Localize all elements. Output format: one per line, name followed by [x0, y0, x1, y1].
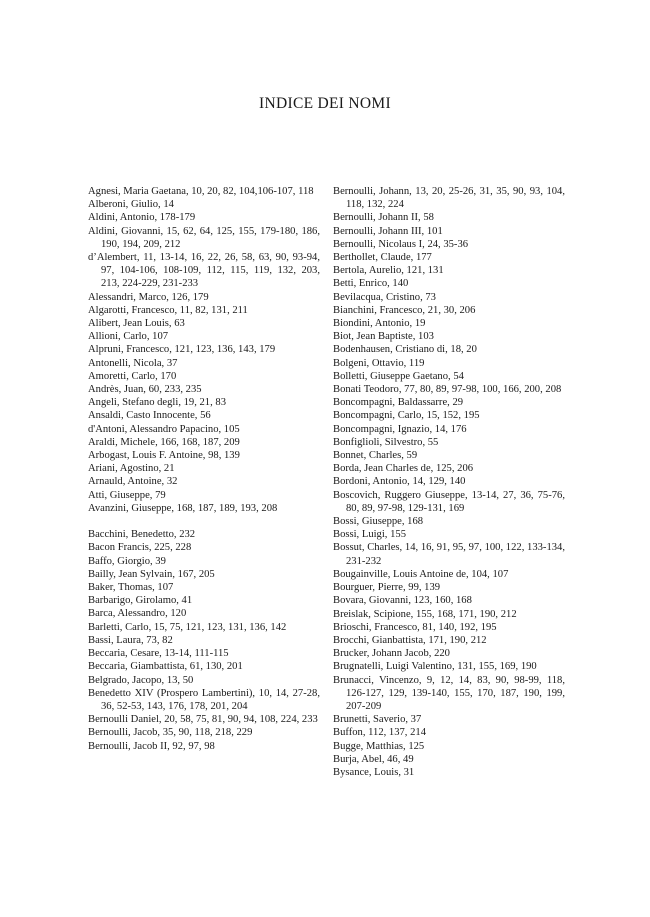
index-entry: Bonfiglioli, Silvestro, 55	[333, 436, 439, 448]
index-entry: Arnauld, Antoine, 32	[88, 476, 178, 488]
index-entry: Belgrado, Jacopo, 13, 50	[88, 674, 194, 686]
index-entry: Ariani, Agostino, 21	[88, 463, 175, 475]
index-entry: Betti, Enrico, 140	[333, 278, 409, 290]
index-entry: Boncompagni, Baldassarre, 29	[333, 397, 464, 409]
index-entry: Baffo, Giorgio, 39	[88, 555, 166, 567]
index-entry: Berthollet, Claude, 177	[333, 252, 432, 264]
index-entry: Bossut, Charles, 14, 16, 91, 95, 97, 100, 122, 133-134, 231-232	[333, 542, 565, 567]
index-entry: Buffon, 112, 137, 214	[333, 727, 426, 739]
page-title: INDICE DEI NOMI	[259, 95, 391, 112]
index-entry: Borda, Jean Charles de, 125, 206	[333, 463, 474, 475]
index-entry: Bianchini, Francesco, 21, 30, 206	[333, 304, 476, 316]
index-entry: Brunetti, Saverio, 37	[333, 714, 422, 726]
index-entry: Atti, Giuseppe, 79	[88, 489, 166, 501]
index-entry: Burja, Abel, 46, 49	[333, 753, 414, 765]
index-entry: Bossi, Luigi, 155	[333, 529, 406, 541]
index-entry: Antonelli, Nicola, 37	[88, 357, 178, 369]
index-entry: Arbogast, Louis F. Antoine, 98, 139	[88, 450, 240, 462]
index-entry: Araldi, Michele, 166, 168, 187, 209	[88, 436, 240, 448]
index-entry: Bernoulli, Jacob II, 92, 97, 98	[88, 740, 215, 752]
index-entry: Bonati Teodoro, 77, 80, 89, 97-98, 100, 166, 200, 208	[333, 384, 562, 396]
index-entry: Bernoulli, Johann II, 58	[333, 212, 434, 224]
index-entry: Biondini, Antonio, 19	[333, 318, 426, 330]
index-entry: Bossi, Giuseppe, 168	[333, 516, 424, 528]
index-entry: Bernoulli, Johann III, 101	[333, 225, 443, 237]
index-entry: Allioni, Carlo, 107	[88, 331, 169, 343]
index-entry: Bacchini, Benedetto, 232	[88, 529, 196, 541]
index-entry: Alibert, Jean Louis, 63	[88, 318, 185, 330]
index-entry: Beccaria, Cesare, 13-14, 111-115	[88, 648, 229, 660]
index-entry: Algarotti, Francesco, 11, 82, 131, 211	[88, 304, 248, 316]
index-entry: Brucker, Johann Jacob, 220	[333, 648, 450, 660]
index-entry: Benedetto XIV (Prospero Lambertini), 10, 14, 27-28, 36, 52-53, 143, 176, 178, 201, 204	[88, 687, 320, 712]
index-column-right	[333, 185, 565, 779]
index-entry: Barletti, Carlo, 15, 75, 121, 123, 131, 136, 142	[88, 621, 287, 633]
index-entry: d'Antoni, Alessandro Papacino, 105	[88, 423, 240, 435]
index-entry: Ansaldi, Casto Innocente, 56	[88, 410, 211, 422]
index-entry: Brugnatelli, Luigi Valentino, 131, 155, 169, 190	[333, 661, 537, 673]
index-column-left	[88, 185, 320, 753]
index-entry: Brunacci, Vincenzo, 9, 12, 14, 83, 90, 98-99, 118, 126-127, 129, 139-140, 155, 170, 187, 190, 199, 207-209	[333, 674, 565, 712]
index-entry: Bertola, Aurelio, 121, 131	[333, 265, 444, 277]
index-entry: Aldini, Giovanni, 15, 62, 64, 125, 155, 179-180, 186, 190, 194, 209, 212	[88, 225, 320, 250]
index-entry: Andrès, Juan, 60, 233, 235	[88, 384, 202, 396]
index-entry: Angeli, Stefano degli, 19, 21, 83	[88, 397, 226, 409]
index-entry: Aldini, Antonio, 178-179	[88, 212, 196, 224]
index-entry: Bernoulli, Nicolaus I, 24, 35-36	[333, 238, 469, 250]
index-entry: Bacon Francis, 225, 228	[88, 542, 192, 554]
index-entry: Bernoulli, Jacob, 35, 90, 118, 218, 229	[88, 727, 253, 739]
index-entry: Brioschi, Francesco, 81, 140, 192, 195	[333, 621, 497, 633]
index-entry: Bonnet, Charles, 59	[333, 450, 418, 462]
index-entry: Baker, Thomas, 107	[88, 582, 174, 594]
index-entry: Bassi, Laura, 73, 82	[88, 634, 173, 646]
section-gap	[88, 515, 320, 528]
index-entry: Alpruni, Francesco, 121, 123, 136, 143, 179	[88, 344, 276, 356]
index-entry: Bolletti, Giuseppe Gaetano, 54	[333, 370, 464, 382]
index-entry: Bolgeni, Ottavio, 119	[333, 357, 425, 369]
index-entry: Bodenhausen, Cristiano di, 18, 20	[333, 344, 477, 356]
index-entry: Bougainville, Louis Antoine de, 104, 107	[333, 568, 509, 580]
index-entry: d’Alembert, 11, 13-14, 16, 22, 26, 58, 63, 90, 93-94, 97, 104-106, 108-109, 112, 115, 119, 132, 203, 213, 224-229, 231-233	[88, 252, 320, 290]
index-entry: Barca, Alessandro, 120	[88, 608, 187, 620]
index-entry: Breislak, Scipione, 155, 168, 171, 190, 212	[333, 608, 517, 620]
index-entry: Bernoulli, Johann, 13, 20, 25-26, 31, 35, 90, 93, 104, 118, 132, 224	[333, 186, 565, 211]
index-entry: Agnesi, Maria Gaetana, 10, 20, 82, 104,106-107, 118	[88, 186, 314, 197]
index-entry: Bordoni, Antonio, 14, 129, 140	[333, 476, 466, 488]
index-entry: Alberoni, Giulio, 14	[88, 199, 174, 211]
index-entry: Barbarigo, Girolamo, 41	[88, 595, 193, 607]
index-entry: Boncompagni, Carlo, 15, 152, 195	[333, 410, 480, 422]
index-entry: Bernoulli Daniel, 20, 58, 75, 81, 90, 94, 108, 224, 233	[88, 714, 318, 726]
index-entry: Bugge, Matthias, 125	[333, 740, 425, 752]
index-entry: Bysance, Louis, 31	[333, 766, 415, 778]
index-entry: Alessandri, Marco, 126, 179	[88, 291, 209, 303]
index-entry: Amoretti, Carlo, 170	[88, 370, 177, 382]
index-entry: Beccaria, Giambattista, 61, 130, 201	[88, 661, 243, 673]
index-entry: Boscovich, Ruggero Giuseppe, 13-14, 27, 36, 75-76, 80, 89, 97-98, 129-131, 169	[333, 489, 565, 514]
index-entry: Bovara, Giovanni, 123, 160, 168	[333, 595, 472, 607]
index-entry: Bailly, Jean Sylvain, 167, 205	[88, 568, 215, 580]
index-entry: Boncompagni, Ignazio, 14, 176	[333, 423, 467, 435]
index-entry: Brocchi, Gianbattista, 171, 190, 212	[333, 634, 487, 646]
index-entry: Avanzini, Giuseppe, 168, 187, 189, 193, 208	[88, 502, 278, 514]
index-entry: Bevilacqua, Cristino, 73	[333, 291, 436, 303]
index-entry: Bourguer, Pierre, 99, 139	[333, 582, 441, 594]
index-entry: Biot, Jean Baptiste, 103	[333, 331, 434, 343]
